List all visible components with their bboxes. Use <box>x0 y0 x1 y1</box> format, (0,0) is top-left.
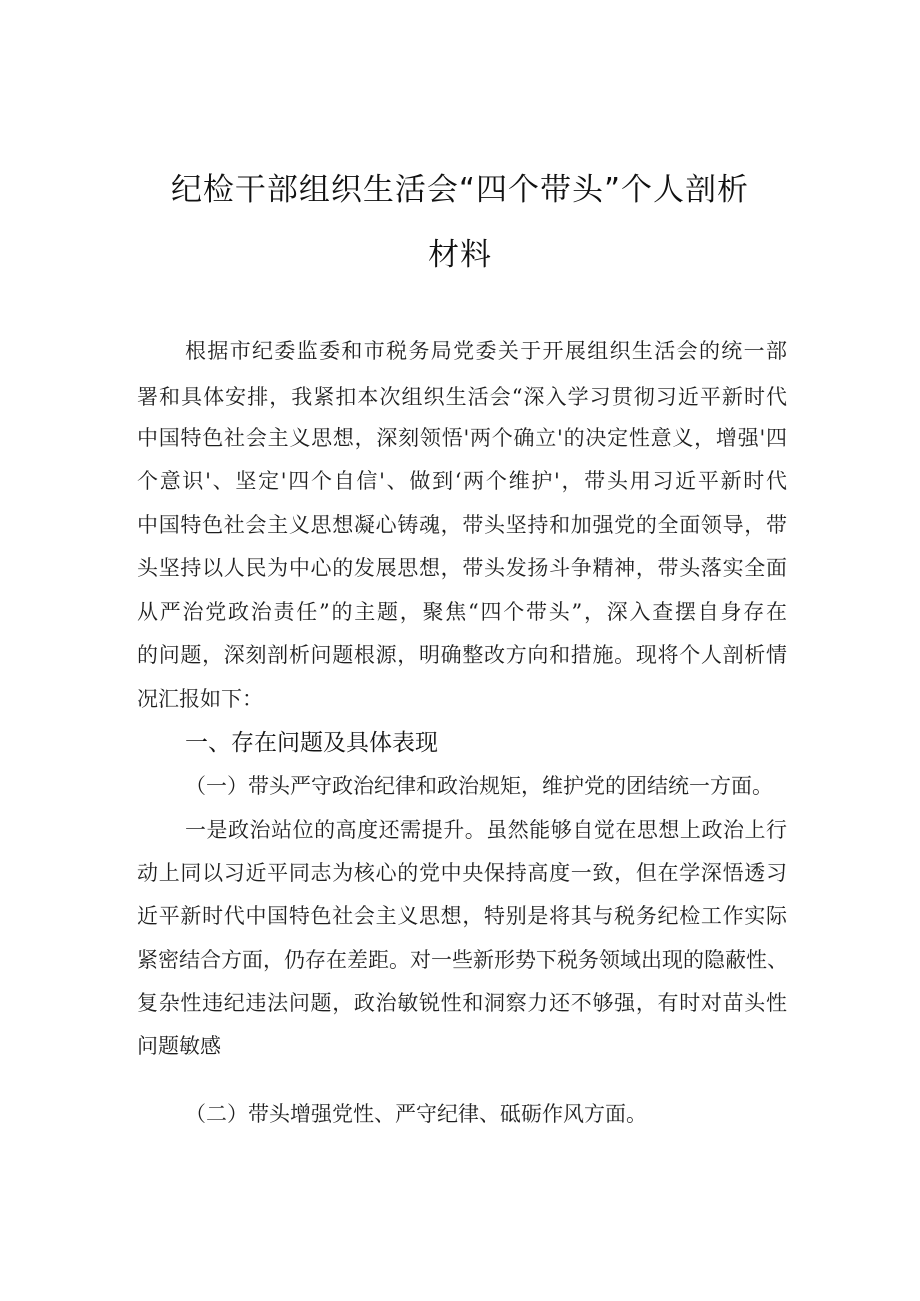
section-heading: 一、存在问题及具体表现 <box>185 730 438 756</box>
document-title-line-1: 纪检干部组织生活会“四个带头”个人剖析 <box>170 172 750 208</box>
intro-paragraph-line: 中国特色社会主义思想凝心铸魂，带头坚持和加强党的全面领导，带 <box>137 513 787 537</box>
intro-paragraph-line: 的问题，深刻剖析问题根源，明确整改方向和措施。现将个人剖析情 <box>137 643 787 667</box>
intro-paragraph-line: 中国特色社会主义思想，深刻领悟'两个确立'的决定性意义，增强'四 <box>137 426 787 450</box>
body-paragraph-line: 问题敏感 <box>137 1034 221 1058</box>
body-paragraph-line: 一是政治站位的高度还需提升。虽然能够自觉在思想上政治上行 <box>185 818 787 842</box>
body-paragraph-line: 动上同以习近平同志为核心的党中央保持高度一致，但在学深悟透习 <box>137 861 787 885</box>
body-paragraph-line: 近平新时代中国特色社会主义思想，特别是将其与税务纪检工作实际 <box>137 904 787 928</box>
intro-paragraph-line: 署和具体安排，我紧扣本次组织生活会“深入学习贯彻习近平新时代 <box>137 385 787 409</box>
subsection-heading: （二）带头增强党性、严守纪律、砥砺作风方面。 <box>185 1102 647 1126</box>
subsection-heading: （一）带头严守政治纪律和政治规矩，维护党的团结统一方面。 <box>185 774 773 798</box>
document-title-line-2: 材料 <box>428 237 492 273</box>
intro-paragraph-line: 个意识'、坚定'四个自信'、做到‘两个维护'，带头用习近平新时代 <box>137 469 787 493</box>
intro-paragraph-line: 况汇报如下： <box>137 687 263 711</box>
intro-paragraph-line: 头坚持以人民为中心的发展思想，带头发扬斗争精神，带头落实全面 <box>137 556 787 580</box>
intro-paragraph-line: 根据市纪委监委和市税务局党委关于开展组织生活会的统一部 <box>185 339 787 363</box>
body-paragraph-line: 复杂性违纪违法问题，政治敏锐性和洞察力还不够强，有时对苗头性 <box>137 991 787 1015</box>
intro-paragraph-line: 从严治党政治责任”的主题，聚焦“四个带头”，深入查摆自身存在 <box>137 600 787 624</box>
body-paragraph-line: 紧密结合方面，仍存在差距。对一些新形势下税务领域出现的隐蔽性、 <box>137 948 788 972</box>
